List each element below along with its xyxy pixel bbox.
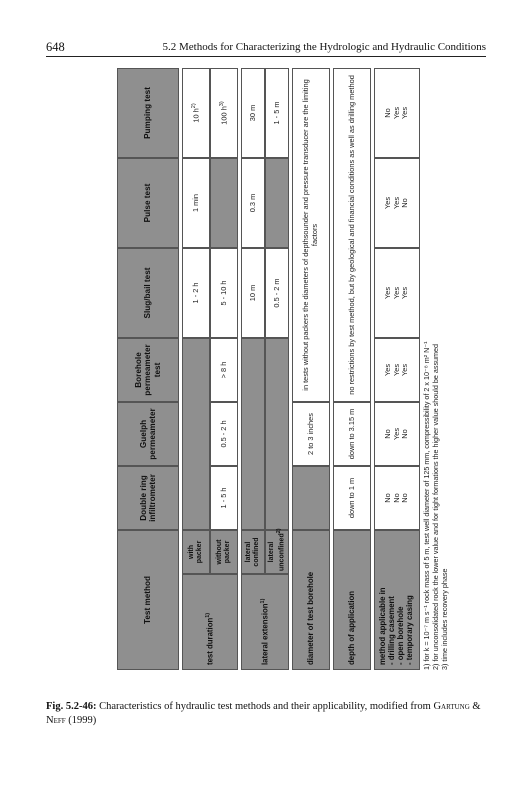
row-label-depth: depth of application xyxy=(333,530,371,670)
row-diameter xyxy=(292,68,330,670)
cell-double-ring-depth: down to 1 m xyxy=(333,466,371,530)
figure-caption xyxy=(46,700,486,728)
rotated-table-block xyxy=(117,68,449,670)
cell-slug-unconfined: 0.5 - 2 m xyxy=(265,248,289,338)
header-pumping: Pumping test xyxy=(117,68,179,158)
header-test-method: Test method xyxy=(117,530,179,670)
cell-pulse-with: 1 min xyxy=(182,158,210,248)
cell-guelph-depth: down to 3.15 m xyxy=(333,402,371,466)
row-label-diameter: diameter of test borehole xyxy=(292,530,330,670)
header-slug-bail: Slug/bail test xyxy=(117,248,179,338)
table-footnotes xyxy=(422,68,449,670)
row-method xyxy=(374,68,420,670)
sub-without-packer: without packer xyxy=(210,530,238,574)
cell-method-guelph: No Yes No xyxy=(374,402,420,466)
row-lateral-confined xyxy=(241,68,265,670)
cell-slug-with: 1 - 2 h xyxy=(182,248,210,338)
cell-slug-confined: 10 m xyxy=(241,248,265,338)
cell-pumping-confined: 30 m xyxy=(241,68,265,158)
cell-pumping-with: 10 $h^{2)}$ xyxy=(182,68,210,158)
footnote-2: 2) for unconsolidated rock the lower value and for tight formations the higher value should be assumed xyxy=(431,343,440,670)
caption-text: Characteristics of hydraulic test methods and their applicability, modified from xyxy=(99,701,431,712)
cell-method-double-ring: No No No xyxy=(374,466,420,530)
cell-blank xyxy=(210,158,238,248)
header-double-ring: Double ring infiltrometer xyxy=(117,466,179,530)
cell-blank xyxy=(265,158,289,248)
cell-pulse-confined: 0.3 m xyxy=(241,158,265,248)
cell-guelph-diameter: 2 to 3 inches xyxy=(292,402,330,466)
cell-slug-without: 5 - 10 h xyxy=(210,248,238,338)
header-guelph: Guelph permeameter xyxy=(117,402,179,466)
row-duration-with-packer xyxy=(182,68,210,670)
footnote-1: 1) for k = 10⁻⁷ m s⁻¹ rock mass of 5 m, test well diameter of 125 mm, compressibility of 2 x 10⁻⁸ m² N⁻¹ xyxy=(422,341,431,670)
sub-with-packer: with packer xyxy=(182,530,210,574)
caption-year: (1999) xyxy=(68,715,97,727)
caption-label: Fig. 5.2-46: xyxy=(46,701,97,712)
hydraulic-test-methods-table xyxy=(117,68,420,670)
header-borehole-permeameter: Borehole permeameter test xyxy=(117,338,179,402)
cell-borehole-without: > 8 h xyxy=(210,338,238,402)
cell-diameter-rest: in tests without packers the diameters of depthsounder and pressure transducer are the limiting factors xyxy=(292,68,330,402)
sub-lateral-unconfined: lateral unconfined$^{2)}$ xyxy=(265,530,289,574)
caption-authors: Gartung & Neff xyxy=(46,701,481,727)
footnote-3: 3) time includes recovery phase xyxy=(440,568,449,670)
cell-blank xyxy=(241,338,265,530)
row-depth xyxy=(333,68,371,670)
sub-lateral-confined: lateral confined xyxy=(241,530,265,574)
cell-method-pulse: Yes Yes No xyxy=(374,158,420,248)
page-header xyxy=(46,40,486,57)
cell-blank xyxy=(182,338,210,530)
running-title: 5.2 Methods for Characterizing the Hydrologic and Hydraulic Conditions xyxy=(162,41,486,53)
cell-blank xyxy=(265,338,289,530)
header-pulse: Pulse test xyxy=(117,158,179,248)
cell-guelph-without: 0.5 - 2 h xyxy=(210,402,238,466)
row-label-method: method applicable in - drilling casement - open borehole - temporary casing xyxy=(374,530,420,670)
cell-depth-rest: no restrictions by test method, but by geological and financial conditions as well as drilling method xyxy=(333,68,371,402)
header-row xyxy=(117,68,179,670)
row-label-duration: test duration$^{1)}$ xyxy=(182,574,238,670)
cell-method-slug: Yes Yes Yes xyxy=(374,248,420,338)
cell-method-pumping: No Yes Yes xyxy=(374,68,420,158)
cell-double-ring-without: 1 - 5 h xyxy=(210,466,238,530)
row-label-lateral: lateral extension$^{1)}$ xyxy=(241,574,289,670)
cell-method-borehole: Yes Yes Yes xyxy=(374,338,420,402)
cell-blank xyxy=(292,466,330,530)
cell-pumping-unconfined: 1 - 5 m xyxy=(265,68,289,158)
cell-pumping-without: 100 $h^{3)}$ xyxy=(210,68,238,158)
page-number: 648 xyxy=(46,40,65,54)
